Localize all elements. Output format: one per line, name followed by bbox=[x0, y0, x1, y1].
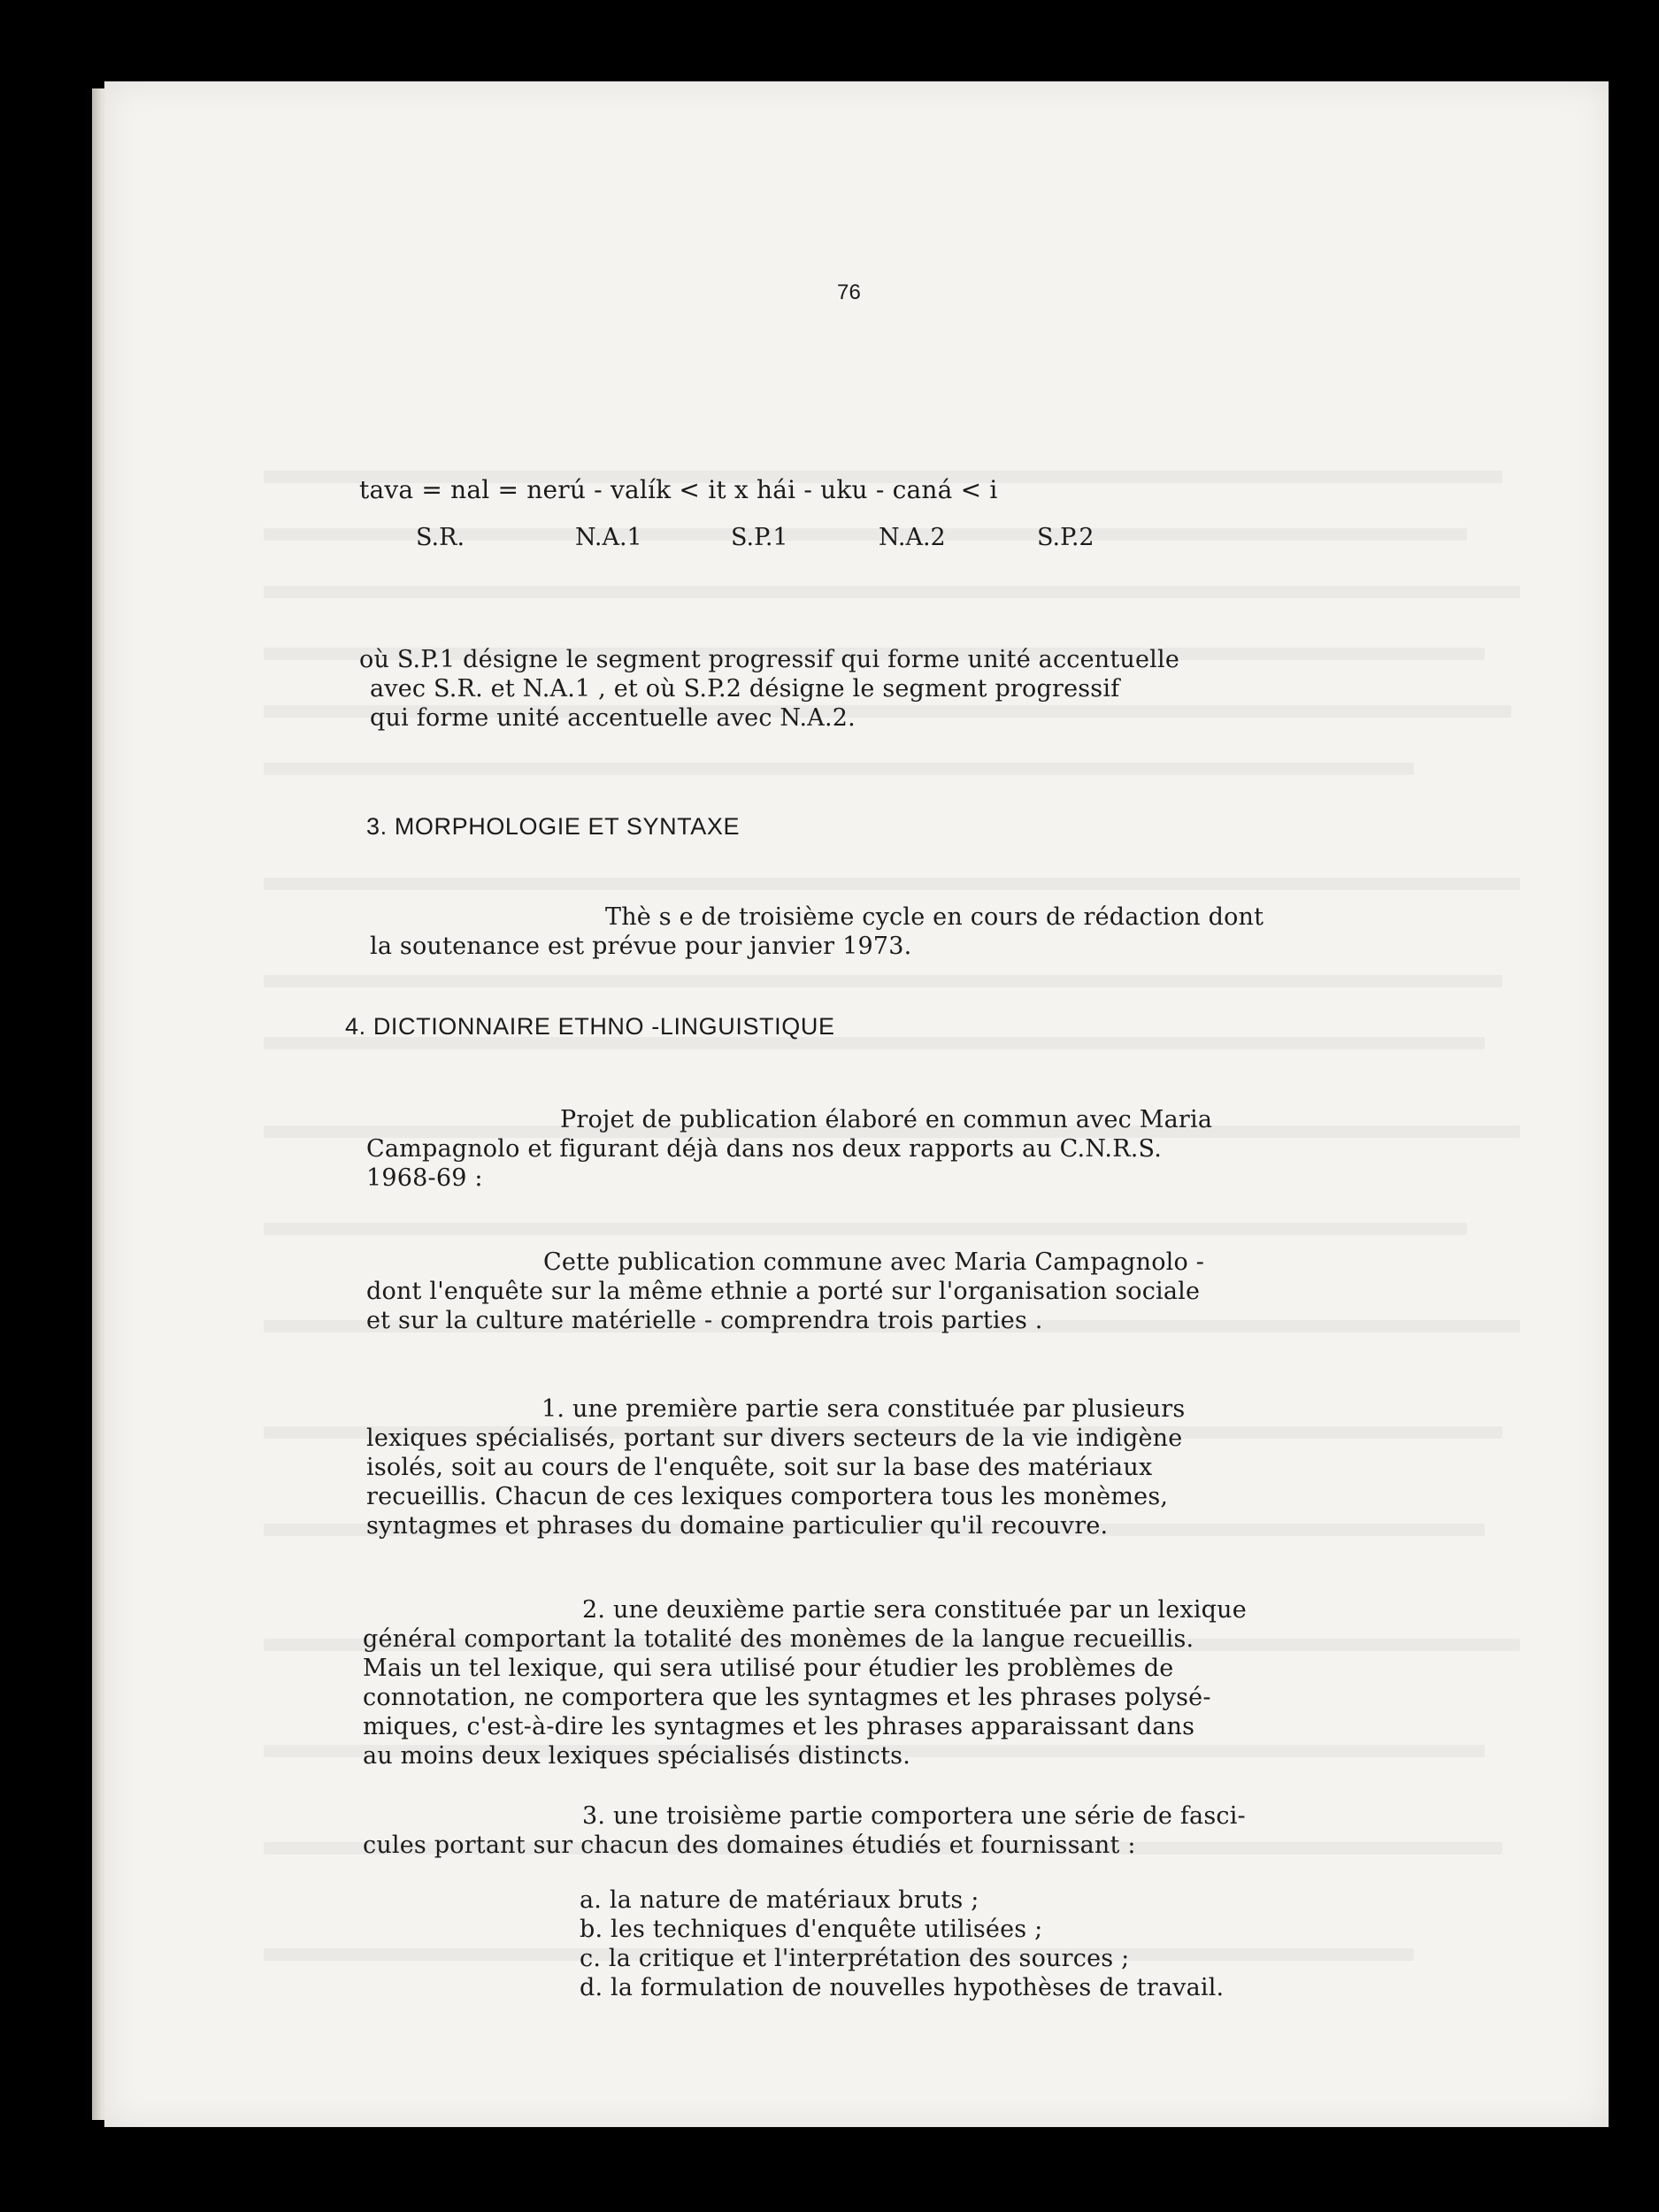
text-line: 1968-69 : bbox=[366, 1164, 483, 1192]
text-line: cules portant sur chacun des domaines étudiés et fournissant : bbox=[363, 1832, 1136, 1859]
text-line: Campagnolo et figurant déjà dans nos deux rapports au C.N.R.S. bbox=[366, 1135, 1163, 1163]
text-line: général comportant la totalité des monèmes de la langue recueillis. bbox=[363, 1625, 1194, 1653]
text-line: dont l'enquête sur la même ethnie a porté sur l'organisation sociale bbox=[366, 1278, 1201, 1305]
sub-list-item: d. la formulation de nouvelles hypothèses de travail. bbox=[580, 1974, 1225, 2001]
text-line: 1. une première partie sera constituée par plusieurs bbox=[541, 1395, 1186, 1423]
segment-label: N.A.1 bbox=[575, 524, 642, 551]
sub-list-item: c. la critique et l'interprétation des sources ; bbox=[580, 1945, 1130, 1972]
text-line: avec S.R. et N.A.1 , et où S.P.2 désigne le segment progressif bbox=[370, 675, 1120, 703]
text-line: Thè s e de troisième cycle en cours de rédaction dont bbox=[605, 903, 1264, 931]
document-page bbox=[104, 81, 1609, 2127]
sub-list-item: a. la nature de matériaux bruts ; bbox=[580, 1886, 979, 1914]
text-line: 3. une troisième partie comportera une série de fasci- bbox=[582, 1802, 1246, 1830]
text-line: recueillis. Chacun de ces lexiques comportera tous les monèmes, bbox=[366, 1483, 1169, 1510]
section-heading-dictionnaire: 4. DICTIONNAIRE ETHNO -LINGUISTIQUE bbox=[345, 1013, 835, 1040]
text-line: Projet de publication élaboré en commun avec Maria bbox=[560, 1106, 1213, 1133]
text-line: et sur la culture matérielle - comprendra trois parties . bbox=[366, 1307, 1043, 1334]
section-heading-morphologie: 3. MORPHOLOGIE ET SYNTAXE bbox=[366, 813, 741, 840]
text-line: au moins deux lexiques spécialisés distincts. bbox=[363, 1742, 910, 1770]
text-line: lexiques spécialisés, portant sur divers secteurs de la vie indigène bbox=[366, 1425, 1183, 1452]
segment-label: S.R. bbox=[416, 524, 465, 551]
formula-line: tava = nal = nerú - valík < it x hái - uku - caná < i bbox=[359, 475, 998, 504]
segment-label: N.A.2 bbox=[879, 524, 946, 551]
text-line: miques, c'est-à-dire les syntagmes et les phrases apparaissant dans bbox=[363, 1713, 1195, 1740]
text-line: où S.P.1 désigne le segment progressif qui forme unité accentuelle bbox=[359, 646, 1180, 673]
text-line: Mais un tel lexique, qui sera utilisé pour étudier les problèmes de bbox=[363, 1655, 1174, 1682]
text-line: isolés, soit au cours de l'enquête, soit sur la base des matériaux bbox=[366, 1454, 1153, 1481]
page-content bbox=[104, 81, 1609, 2127]
text-line: qui forme unité accentuelle avec N.A.2. bbox=[370, 704, 856, 732]
text-line: Cette publication commune avec Maria Campagnolo - bbox=[543, 1248, 1205, 1276]
text-line: 2. une deuxième partie sera constituée par un lexique bbox=[582, 1596, 1247, 1624]
segment-label: S.P.2 bbox=[1037, 524, 1094, 551]
text-line: la soutenance est prévue pour janvier 1973. bbox=[370, 933, 912, 960]
sub-list-item: b. les techniques d'enquête utilisées ; bbox=[580, 1916, 1043, 1943]
text-line: connotation, ne comportera que les syntagmes et les phrases polysé- bbox=[363, 1684, 1211, 1711]
text-line: syntagmes et phrases du domaine particulier qu'il recouvre. bbox=[366, 1512, 1109, 1540]
page-number: 76 bbox=[837, 280, 862, 304]
segment-label: S.P.1 bbox=[731, 524, 788, 551]
